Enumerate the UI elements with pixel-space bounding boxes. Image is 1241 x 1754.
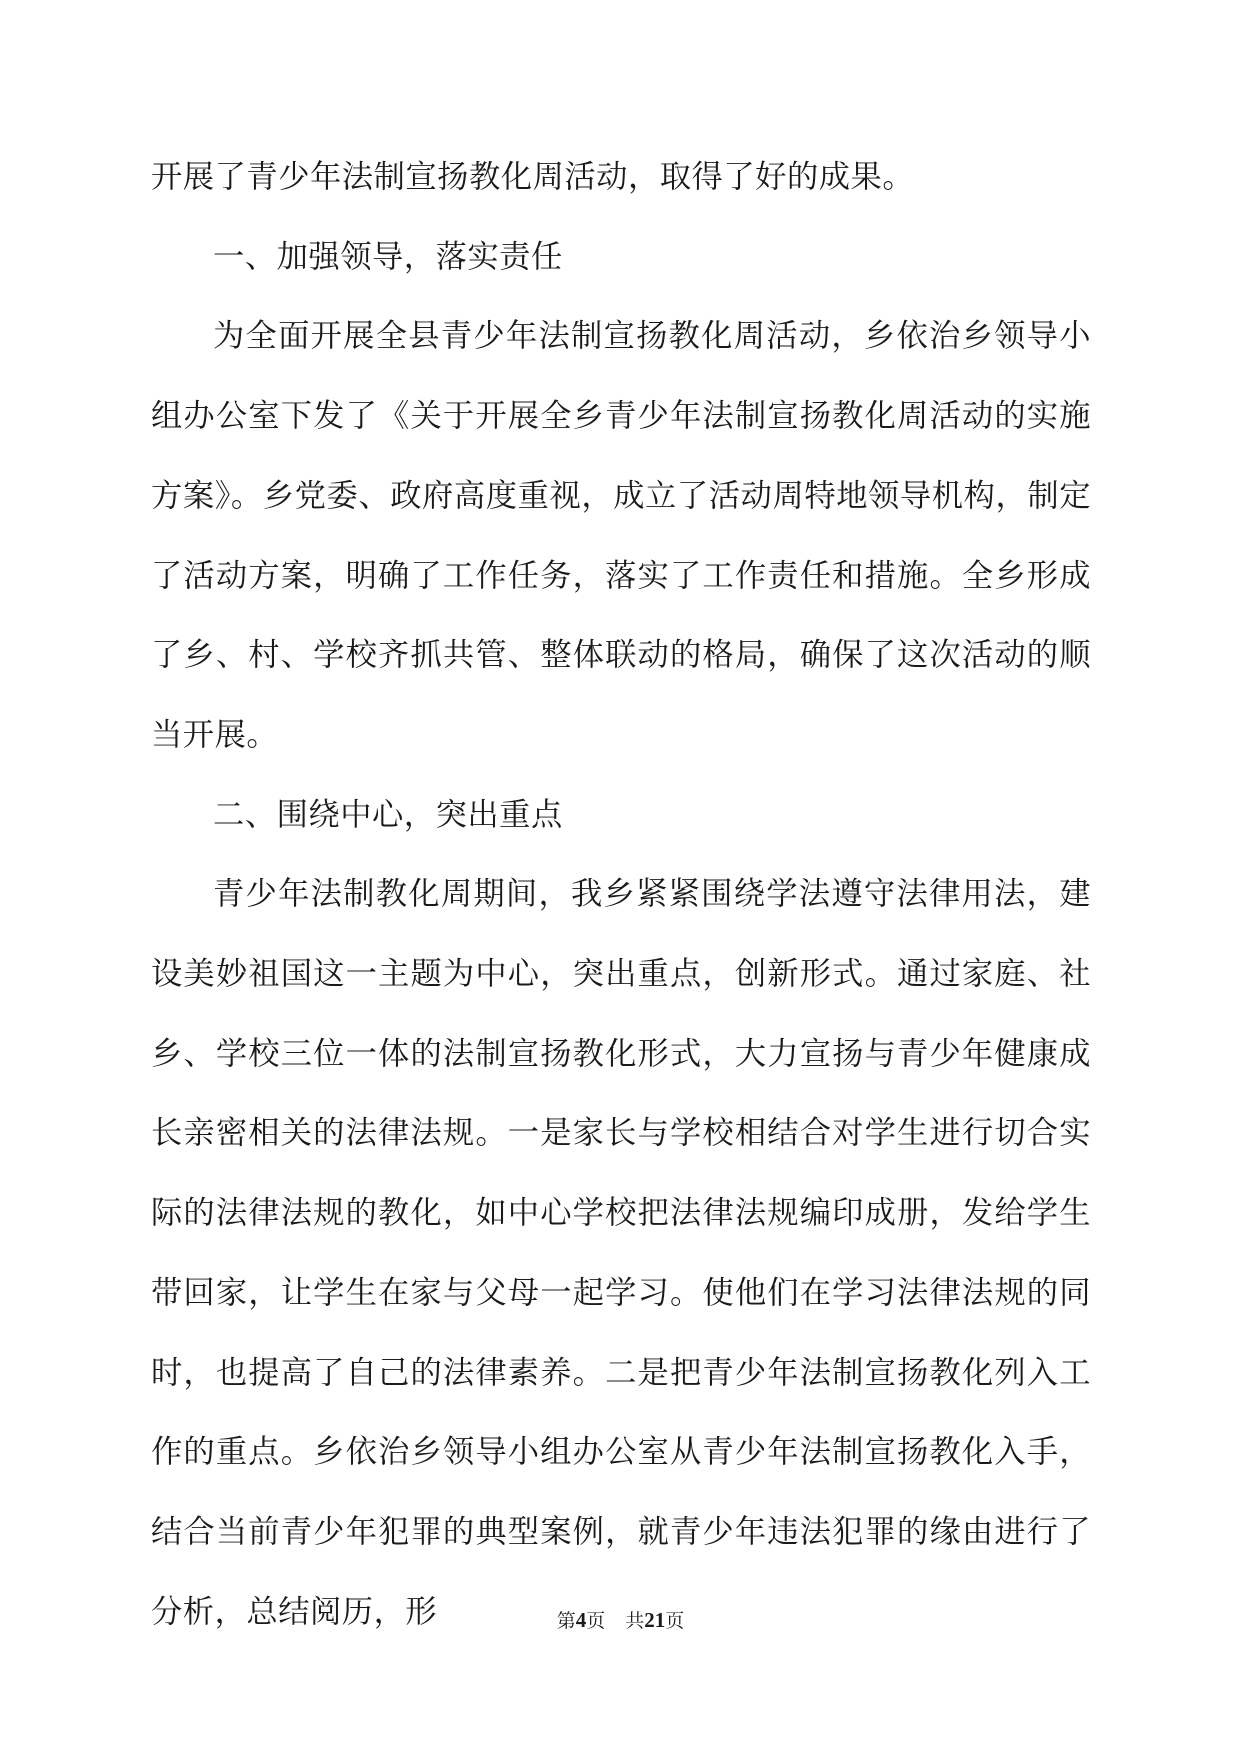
total-pages: 21 [644, 1608, 666, 1632]
section-heading: 二、围绕中心，突出重点 [213, 796, 563, 833]
page-footer [0, 1606, 1241, 1633]
paragraph: 为全面开展全县青少年法制宣扬教化周活动，乡依治乡领导小组办公室下发了《关于开展全乡青少年法制宣扬教化周活动的实施方案》。乡党委、政府高度重视，成立了活动周特地领导机构，制定了活动方案，明确了工作任务，落实了工作责任和措施。全乡形成了乡、村、学校齐抓共管、整体联动的格局，确保了这次活动的顺当开展。 [151, 318, 1091, 753]
total-suffix: 页 [665, 1610, 685, 1632]
page-prefix: 第 [556, 1610, 576, 1632]
paragraph: 青少年法制教化周期间，我乡紧紧围绕学法遵守法律用法，建设美妙祖国这一主题为中心，突出重点，创新形式。通过家庭、社乡、学校三位一体的法制宣扬教化形式，大力宣扬与青少年健康成长亲密相关的法律法规。一是家长与学校相结合对学生进行切合实际的法律法规的教化，如中心学校把法律法规编印成册，发给学生带回家，让学生在家与父母一起学习。使他们在学习法律法规的同时，也提高了自己的法律素养。二是把青少年法制宣扬教化列入工作的重点。乡依治乡领导小组办公室从青少年法制宣扬教化入手，结合当前青少年犯罪的典型案例，就青少年违法犯罪的缘由进行了分析，总结阅历，形 [151, 876, 1091, 1630]
total-prefix: 共 [625, 1610, 645, 1632]
document-body [151, 159, 1091, 1652]
page-suffix: 页 [586, 1610, 606, 1632]
section-heading: 一、加强领导，落实责任 [213, 238, 563, 275]
paragraph: 开展了青少年法制宣扬教化周活动，取得了好的成果。 [151, 159, 915, 195]
page-number: 4 [575, 1608, 587, 1632]
